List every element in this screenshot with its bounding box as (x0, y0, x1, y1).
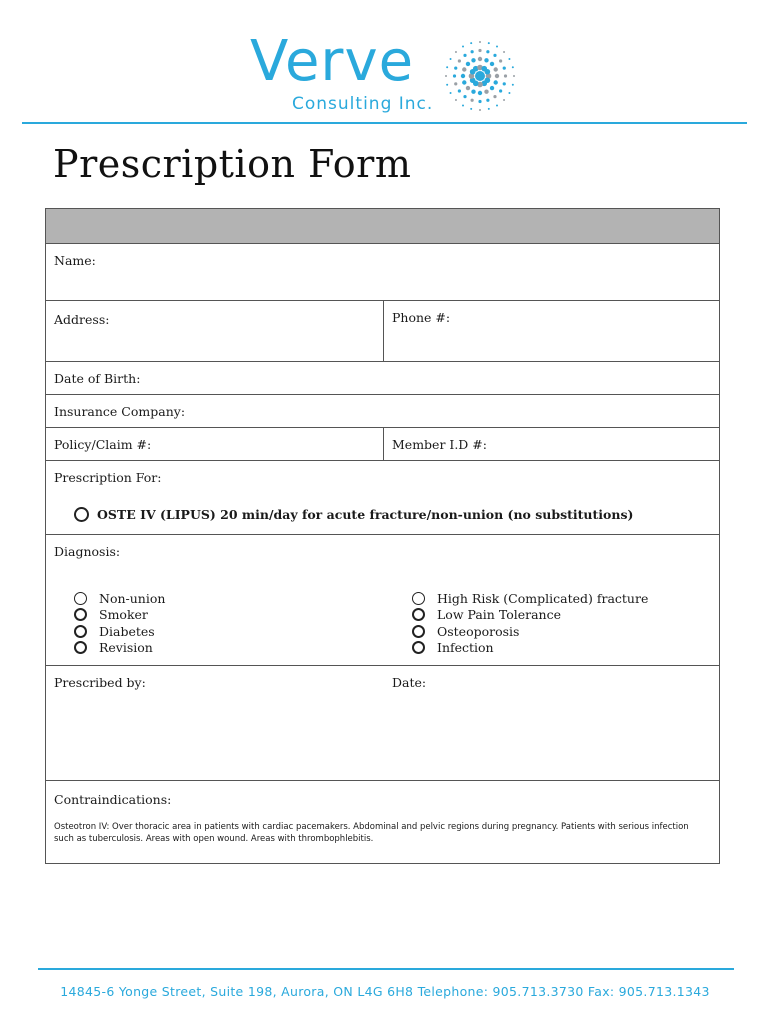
phone-label: Phone #: (392, 310, 451, 325)
radio-button[interactable] (74, 592, 87, 605)
prescription-for-label: Prescription For: (54, 470, 162, 485)
diagnosis-option-osteoporosis[interactable] (412, 623, 711, 640)
diagnosis-option-smoker[interactable] (74, 607, 391, 624)
bottom-divider (38, 968, 734, 970)
radio-button[interactable] (412, 641, 425, 654)
prescription-option-label: OSTE IV (LIPUS) 20 min/day for acute fracture/non-union (no substitutions) (97, 507, 634, 522)
prescribed-by-label: Prescribed by: (54, 675, 146, 690)
date-label: Date: (392, 675, 427, 690)
footer-address: 14845-6 Yonge Street, Suite 198, Aurora, ON L4G 6H8 Telephone: 905.713.3730 Fax: 905.713.1343 (60, 984, 710, 999)
option-label: Infection (437, 640, 494, 656)
date-field[interactable] (384, 666, 719, 780)
contraindications-row (46, 781, 719, 863)
starburst-logo-icon (440, 36, 520, 118)
radio-button[interactable] (74, 625, 87, 638)
option-label: Revision (99, 640, 153, 656)
option-label: Diabetes (99, 623, 155, 639)
diagnosis-row (46, 535, 719, 666)
policy-label: Policy/Claim #: (54, 437, 152, 452)
diagnosis-option-high-risk[interactable] (412, 590, 711, 607)
diagnosis-option-non-union[interactable] (74, 590, 391, 607)
name-label: Name: (54, 253, 96, 268)
logo-wordmark: Verve (250, 29, 415, 94)
diagnosis-option-diabetes[interactable] (74, 623, 391, 640)
contraindications-label: Contraindications: (54, 792, 172, 807)
option-label: Non-union (99, 590, 166, 606)
diagnosis-left-column (54, 590, 391, 656)
address-field[interactable] (46, 301, 384, 361)
phone-field[interactable] (384, 301, 719, 361)
form-header-bar (46, 209, 719, 244)
name-field[interactable] (46, 244, 719, 300)
insurance-field[interactable] (46, 395, 719, 427)
policy-field[interactable] (46, 428, 384, 460)
dob-field[interactable] (46, 362, 719, 394)
page-title: Prescription Form (53, 142, 412, 186)
option-label: Osteoporosis (437, 623, 520, 639)
option-label: Smoker (99, 607, 148, 623)
prescription-form (45, 208, 720, 864)
diagnosis-option-low-pain[interactable] (412, 607, 711, 624)
option-label: Low Pain Tolerance (437, 607, 561, 623)
dob-row (46, 362, 719, 395)
diagnosis-option-infection[interactable] (412, 640, 711, 657)
contraindications-text: Osteotron IV: Over thoracic area in patients with cardiac pacemakers. Abdominal and pelvic regions during pregnancy. Patients with serious infection such as tuberculosis. Areas with open wound. Areas with thrombophlebitis. (54, 822, 689, 844)
logo-subtitle: Consulting Inc. (292, 94, 434, 114)
radio-button[interactable] (412, 625, 425, 638)
address-row (46, 301, 719, 362)
contraindications-section (46, 781, 719, 863)
radio-button[interactable] (74, 608, 87, 621)
diagnosis-label: Diagnosis: (54, 544, 121, 559)
option-label: High Risk (Complicated) fracture (437, 590, 649, 606)
policy-row (46, 428, 719, 461)
prescription-section (46, 461, 719, 534)
insurance-row (46, 395, 719, 428)
company-logo (250, 29, 530, 118)
insurance-label: Insurance Company: (54, 404, 186, 419)
member-id-label: Member I.D #: (392, 437, 487, 452)
diagnosis-right-column (391, 590, 711, 656)
member-id-field[interactable] (384, 428, 719, 460)
radio-button[interactable] (74, 641, 87, 654)
prescription-radio[interactable] (74, 507, 89, 522)
diagnosis-section (46, 535, 719, 665)
radio-button[interactable] (412, 608, 425, 621)
prescription-option[interactable] (74, 507, 711, 522)
address-label: Address: (54, 312, 110, 327)
diagnosis-option-revision[interactable] (74, 640, 391, 657)
prescription-row (46, 461, 719, 535)
top-divider (22, 122, 747, 124)
radio-button[interactable] (412, 592, 425, 605)
dob-label: Date of Birth: (54, 371, 141, 386)
name-row (46, 244, 719, 301)
prescribed-row (46, 666, 719, 781)
prescribed-by-field[interactable] (46, 666, 384, 780)
